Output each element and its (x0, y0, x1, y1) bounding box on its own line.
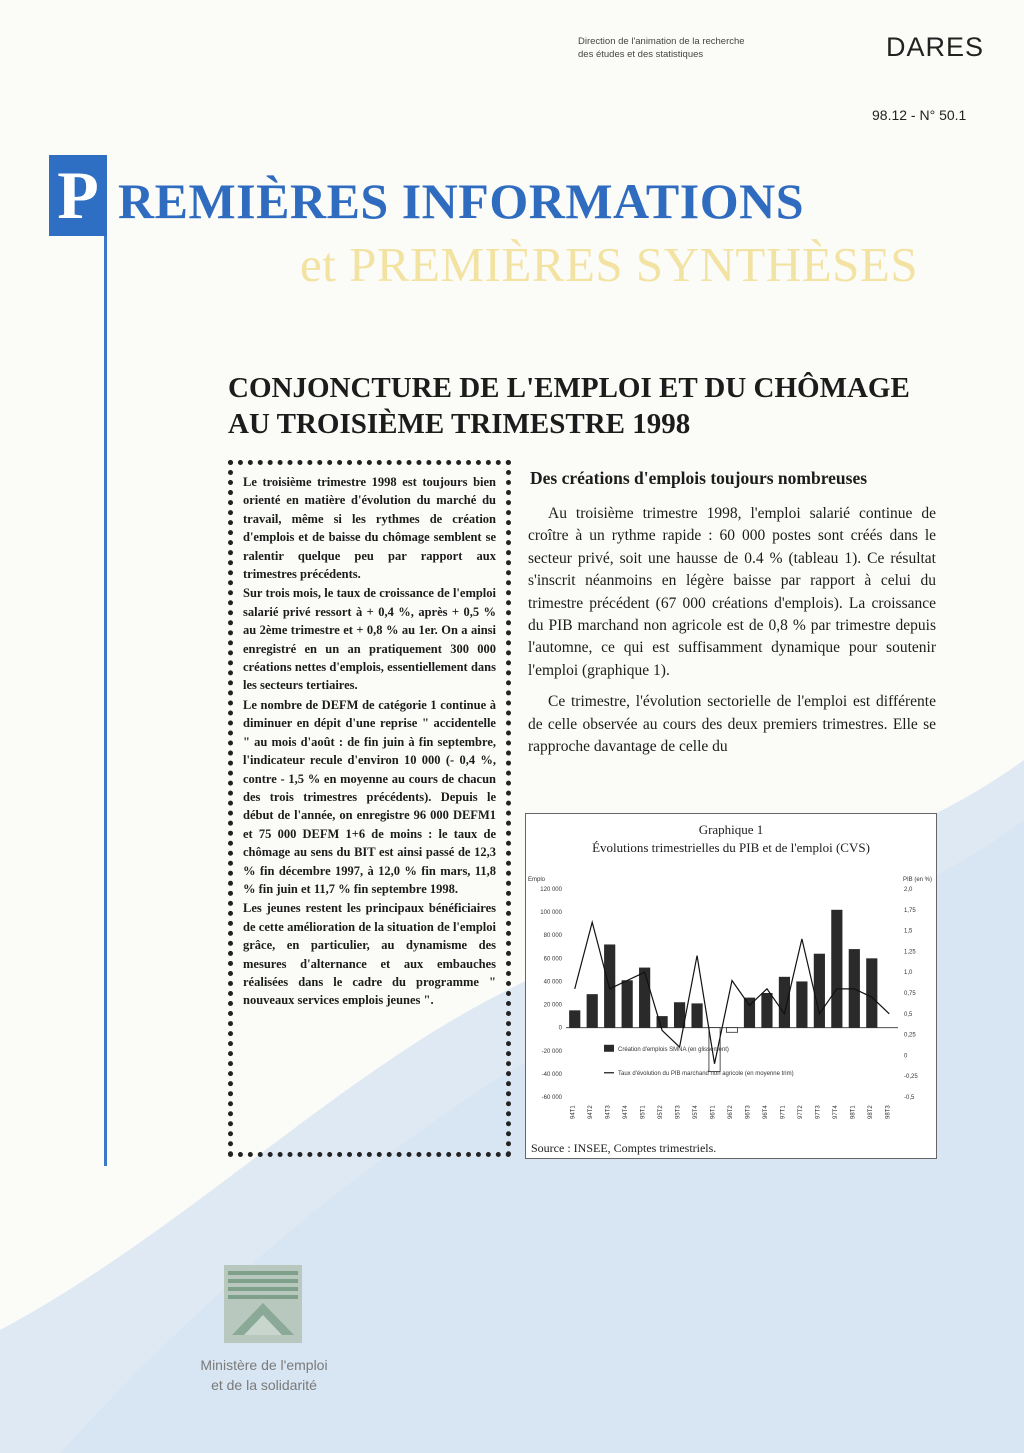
right-tick-label: 2,0 (904, 887, 913, 893)
x-tick-label: 95T2 (658, 1105, 665, 1119)
brand-name: DARES (886, 32, 985, 62)
x-tick-label: 98T3 (885, 1105, 892, 1119)
bar-emploi (587, 994, 598, 1028)
legend-line-label: Taux d'évolution du PIB marchand non agricole (en moyenne trim) (618, 1070, 794, 1077)
x-tick-label: 95T4 (693, 1105, 700, 1119)
masthead-initial: P (49, 155, 107, 236)
article-title-line-2: AU TROISIÈME TRIMESTRE 1998 (228, 408, 691, 440)
left-tick-label: 40 000 (543, 979, 562, 986)
masthead-subtitle: et PREMIÈRES SYNTHÈSES (300, 237, 919, 292)
bar-emploi (796, 981, 807, 1027)
bar-emploi (726, 1028, 737, 1033)
x-tick-label: 96T1 (710, 1105, 717, 1119)
right-tick-label: 1,25 (904, 949, 916, 956)
right-axis-title: PIB (en %) (902, 877, 932, 883)
right-tick-label: 0 (904, 1053, 908, 1060)
x-tick-label: 94T1 (570, 1105, 577, 1119)
article-title-line-1: CONJONCTURE DE L'EMPLOI ET DU CHÔMAGE (228, 372, 910, 404)
right-tick-label: 0,5 (904, 1011, 913, 1018)
org-line-1: Direction de l'animation de la recherche (578, 36, 745, 47)
x-tick-label: 94T3 (605, 1105, 612, 1119)
x-tick-label: 96T3 (745, 1105, 752, 1119)
bar-emploi (866, 958, 877, 1027)
right-tick-label: 0,25 (904, 1032, 916, 1039)
bar-emploi (569, 1010, 580, 1027)
header-organization (578, 35, 823, 61)
left-tick-label: 0 (558, 1025, 562, 1032)
bar-emploi (831, 910, 842, 1028)
x-tick-label: 97T3 (815, 1105, 822, 1119)
chart (526, 869, 936, 1139)
body-text (528, 503, 936, 767)
left-tick-label: -40 000 (541, 1071, 562, 1078)
left-tick-label: 60 000 (543, 956, 562, 963)
bar-emploi (814, 954, 825, 1028)
left-tick-label: 120 000 (540, 887, 562, 893)
summary-paragraph-1: Le troisième trimestre 1998 est toujours bien orienté en matière d'évolution du marché du travail, même si les rythmes de création d'emplois et de baisse du chômage semblent se ralentir quelque peu par rapport aux trimestres précédents. (243, 475, 496, 582)
body-paragraph-2: Ce trimestre, l'évolution sectorielle de l'emploi est différente de celle observée au cours des deux premiers trimestres. Elle se rapproche davantage de celle du (528, 693, 936, 756)
left-tick-label: 100 000 (540, 910, 562, 917)
x-tick-label: 97T4 (832, 1105, 839, 1119)
body-paragraph-1: Au troisième trimestre 1998, l'emploi salarié continue de croître à un rythme rapide : 60 000 postes sont créés dans le secteur privé, soit une hausse de 0.4 % (tableau 1). Ce résultat s'inscrit néanmoins en légère baisse par rapport à celui du trimestre précédent (67 000 créations d'emplois). La croissance du PIB marchand non agricole est de 0,8 % par trimestre depuis l'automne, ce qui est suffisamment dynamique pour soutenir l'emploi (graphique 1). (528, 505, 936, 679)
x-tick-label: 94T2 (588, 1105, 595, 1119)
left-tick-label: -60 000 (541, 1095, 562, 1101)
legend-bar-swatch (604, 1045, 614, 1052)
right-tick-label: -0,5 (904, 1095, 915, 1101)
x-tick-label: 98T2 (867, 1105, 874, 1119)
masthead-title: REMIÈRES INFORMATIONS (118, 173, 805, 229)
x-tick-label: 98T1 (850, 1105, 857, 1119)
x-tick-label: 96T4 (762, 1105, 769, 1119)
right-tick-label: 1,0 (904, 970, 913, 977)
graph-title: Évolutions trimestrielles du PIB et de l'emploi (CVS) (592, 840, 870, 855)
x-tick-label: 95T1 (640, 1105, 647, 1119)
x-tick-label: 95T3 (675, 1105, 682, 1119)
graph-box (525, 813, 937, 1159)
left-tick-label: 80 000 (543, 933, 562, 940)
x-tick-label: 96T2 (728, 1105, 734, 1119)
right-tick-label: 0,75 (904, 991, 916, 997)
bar-emploi (779, 977, 790, 1028)
summary-paragraph-2: Sur trois mois, le taux de croissance de l'emploi salarié privé ressort à + 0,4 %, après + 0,5 % au 2ème trimestre et + 0,8 % au 1er. On a ainsi enregistré en un an pratiquement 300 000 créations nettes d'emplois, essentiellement dans les secteurs tertiaires. (243, 586, 496, 693)
bar-emploi (691, 1003, 702, 1027)
bar-emploi (622, 980, 633, 1027)
graph-source: Source : INSEE, Comptes trimestriels. (531, 1141, 717, 1155)
summary-paragraph-3: Le nombre de DEFM de catégorie 1 continue à diminuer en dépit d'une reprise " accidentelle " au mois d'août : de fin juin à fin septembre, l'indicateur recule d'environ 10 000 (- 0,4 %, contre - 1,5 % en moyenne au cours de chacun des trois trimestres précédents). Depuis le début de l'année, on enregistre 96 000 DEFM1 et 75 000 DEFM 1+6 de moins : le taux de chômage au sens du BIT est ainsi passé de 12,3 % fin décembre 1997, à 12,0 % fin mars, 11,8 % fin juin et 11,7 % fin septembre 1998. (243, 697, 496, 896)
ministry-logo (224, 1265, 302, 1343)
ministry-line-2: et de la solidarité (211, 1377, 317, 1393)
masthead-rule (104, 236, 107, 1166)
summary-box (228, 460, 511, 1157)
right-tick-label: 1,5 (904, 928, 913, 935)
bar-emploi (604, 944, 615, 1027)
left-tick-label: -20 000 (541, 1048, 562, 1055)
right-tick-label: -0,25 (904, 1074, 918, 1081)
summary-paragraph-4: Les jeunes restent les principaux bénéficiaires de cette amélioration de la situation de l'emploi grâce, en particulier, au dynamisme des mesures d'alternance et aux embauches réalisées dans le cadre du programme " nouveaux services emplois jeunes ". (243, 901, 496, 1008)
ministry-name (180, 1355, 348, 1395)
issue-reference: 98.12 - N° 50.1 (872, 107, 967, 123)
x-tick-label: 94T4 (623, 1105, 630, 1119)
graph-label: Graphique 1 (698, 822, 764, 837)
article-title (228, 370, 968, 442)
ministry-line-1: Ministère de l'emploi (200, 1357, 328, 1373)
bar-emploi (639, 968, 650, 1028)
org-line-2: des études et des statistiques (578, 49, 704, 60)
left-axis-title: Emplo (528, 877, 546, 883)
bar-emploi (761, 993, 772, 1028)
x-tick-label: 97T1 (780, 1105, 787, 1119)
legend-bar-label: Création d'emplois SMNA (en glissement) (618, 1046, 729, 1053)
right-tick-label: 1,75 (904, 907, 916, 914)
x-tick-label: 97T2 (797, 1105, 804, 1119)
left-tick-label: 20 000 (543, 1002, 562, 1009)
section-heading: Des créations d'emplois toujours nombreuses (530, 468, 868, 488)
